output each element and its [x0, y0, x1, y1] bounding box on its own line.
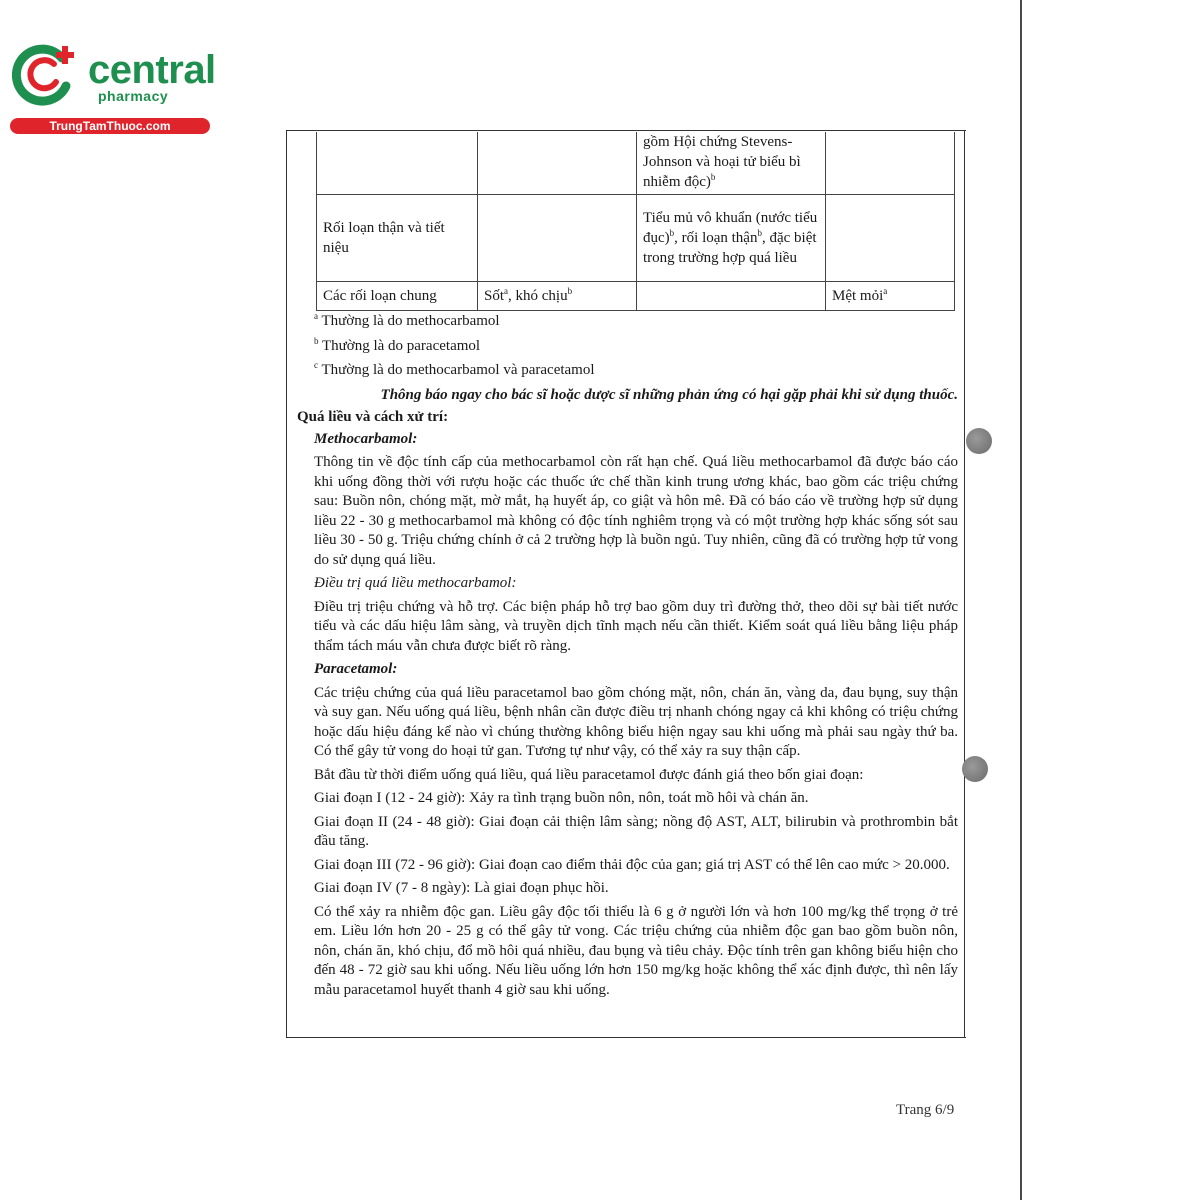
- stage-item: Giai đoạn III (72 - 96 giờ): Giai đoạn cao điểm thải độc của gan; giá trị AST có thể lên cao mức > 20.000.: [314, 856, 950, 873]
- subheading-methocarbamol: Methocarbamol:: [314, 430, 418, 447]
- document-body: [297, 311, 958, 1004]
- footnote: $^b$ Thường là do paracetamol: [314, 335, 481, 354]
- table-row: [317, 195, 955, 282]
- table-cell: Rối loạn thận và tiết niệu: [317, 195, 478, 282]
- adverse-effects-table: [316, 132, 955, 311]
- subheading-treatment: Điều trị quá liều methocarbamol:: [314, 575, 517, 591]
- page-number: Trang 6/9: [896, 1102, 955, 1118]
- scan-edge-line: [1020, 0, 1022, 1200]
- punch-hole-icon: [962, 756, 988, 782]
- brand-subtitle: pharmacy: [98, 88, 169, 104]
- page-frame-top: [286, 130, 966, 131]
- subheading-paracetamol: Paracetamol:: [314, 661, 398, 677]
- table-cell: gồm Hội chứng Stevens-Johnson và hoại tử biểu bì nhiễm độc)$^b$: [637, 132, 826, 195]
- table-cell: Sốt$^a$, khó chịu$^b$: [478, 282, 637, 311]
- table-cell: Mệt mỏi$^a$: [826, 282, 955, 311]
- table-cell: [317, 132, 478, 195]
- table-cell: [478, 132, 637, 195]
- stage-item: Giai đoạn II (24 - 48 giờ): Giai đoạn cải thiện lâm sàng; nồng độ AST, ALT, bilirubin và prothrombin bắt đầu tăng.: [314, 813, 958, 849]
- brand-logo: [10, 38, 220, 138]
- page-frame-left: [286, 130, 287, 1038]
- page-frame-right: [964, 130, 965, 1038]
- paragraph-methocarbamol: Thông tin về độc tính cấp của methocarbamol còn rất hạn chế. Quá liều methocarbamol đã được báo cáo khi uống đồng thời với rượu hoặc các thuốc ức chế thần kinh trung ương khác, bao gồm các triệu chứng sau: Buồn nôn, chóng mặt, mờ mắt, hạ huyết áp, co giật và hôn mê. Đã có báo cáo về trường hợp sử dụng liều 22 - 30 g methocarbamol mà không có độc tính nghiêm trọng và có một trường hợp khác sống sót sau liều 30 - 50 g. Triệu chứng chính ở cả 2 trường hợp là buồn ngủ. Tuy nhiên, cũng đã có trường hợp tử vong do sử dụng quá liều.: [314, 454, 958, 568]
- brand-site-badge: TrungTamThuoc.com: [10, 118, 210, 134]
- table-cell: [826, 132, 955, 195]
- brand-name: central: [88, 48, 216, 92]
- pharmacy-cross-logo-icon: [10, 38, 80, 108]
- warning-notice: Thông báo ngay cho bác sĩ hoặc dược sĩ những phản ứng có hại gặp phải khi sử dụng thuốc.: [380, 386, 958, 403]
- page-frame-bottom: [286, 1037, 966, 1038]
- table-row: [317, 132, 955, 195]
- table-row: [317, 282, 955, 311]
- paragraph-treatment: Điều trị triệu chứng và hỗ trợ. Các biện pháp hỗ trợ bao gồm duy trì đường thở, theo dõi sự bài tiết nước tiểu và các dấu hiệu lâm sàng, và truyền dịch tĩnh mạch nếu cần thiết. Kiểm soát quá liều bằng liệu pháp thẩm tách máu vẫn chưa được biết rõ ràng.: [314, 598, 958, 654]
- table-cell: [637, 282, 826, 311]
- table-cell: Các rối loạn chung: [317, 282, 478, 311]
- section-heading-overdose: Quá liều và cách xử trí:: [297, 409, 449, 425]
- paragraph-stages-intro: Bắt đầu từ thời điểm uống quá liều, quá liều paracetamol được đánh giá theo bốn giai đoạn:: [314, 766, 864, 783]
- table-cell: [478, 195, 637, 282]
- stage-item: Giai đoạn I (12 - 24 giờ): Xảy ra tình trạng buồn nôn, nôn, toát mồ hôi và chán ăn.: [314, 790, 809, 806]
- table-cell: Tiểu mủ vô khuẩn (nước tiểu đục)$^b$, rối loạn thận$^b$, đặc biệt trong trường hợp quá liều: [637, 195, 826, 282]
- table-cell: [826, 195, 955, 282]
- footnote: $^a$ Thường là do methocarbamol: [314, 311, 500, 329]
- paragraph-hepatotoxicity: Có thể xảy ra nhiễm độc gan. Liều gây độc tối thiểu là 6 g ở người lớn và hơn 100 mg/kg thể trọng ở trẻ em. Liều lớn hơn 20 - 25 g có thể gây tử vong. Các triệu chứng của nhiễm độc gan bao gồm buồn nôn, nôn, chán ăn, khó chịu, đổ mồ hôi quá nhiều, đau bụng và tiêu chảy. Độc tính trên gan không biểu hiện cho đến 48 - 72 giờ sau khi uống. Nếu liều uống lớn hơn 150 mg/kg hoặc không thể xác định được, thì nên lấy mẫu paracetamol huyết thanh 4 giờ sau khi uống.: [314, 903, 958, 998]
- footnote: $^c$ Thường là do methocarbamol và paracetamol: [314, 360, 595, 378]
- paragraph-paracetamol: Các triệu chứng của quá liều paracetamol bao gồm chóng mặt, nôn, chán ăn, vàng da, đau bụng, suy thận và suy gan. Nếu uống quá liều, bệnh nhân cần được điều trị nhanh chóng ngay cả khi không có triệu chứng hoặc dấu hiệu đáng kể nào vì chúng thường không biểu hiện ngay sau khi uống mà phải sau ngày thứ ba. Có thể gây tử vong do hoại tử gan. Tương tự như vậy, có thể xảy ra suy thận cấp.: [314, 684, 958, 759]
- stage-item: Giai đoạn IV (7 - 8 ngày): Là giai đoạn phục hồi.: [314, 880, 609, 896]
- punch-hole-icon: [966, 428, 992, 454]
